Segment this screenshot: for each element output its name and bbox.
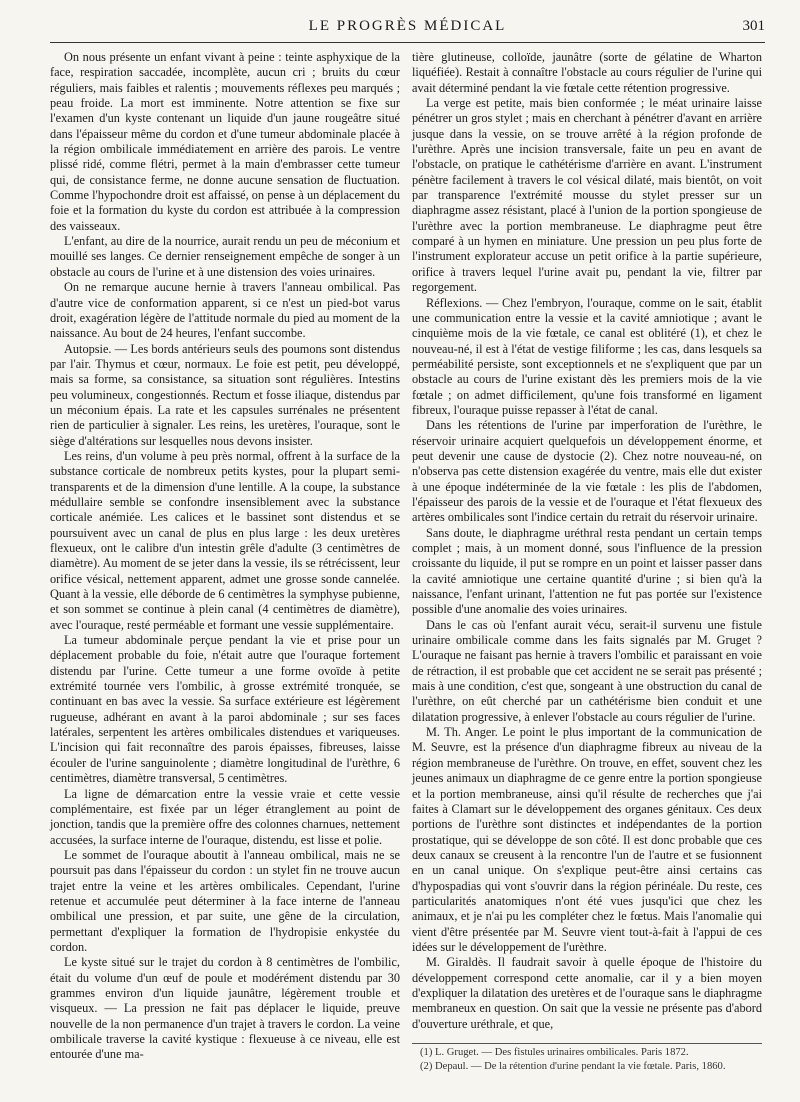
paragraph: Le sommet de l'ouraque aboutit à l'anneau ombilical, mais ne se poursuit pas dans l'épaisseur du cordon : un stylet fin ne trouve aucun trajet entre la veine et les artères ombilicales. Cependant, l'urine retenue et accumulée peut déterminer à la face interne de l'anneau ombilical une pression, et par suite, une gêne de la circulation, permettant d'expliquer la formation de l'hydropisie enkystée du cordon. xyxy=(50,847,400,954)
header-rule xyxy=(50,42,765,43)
footnote-rule xyxy=(412,1043,762,1044)
left-column xyxy=(50,50,400,1063)
paragraph: La tumeur abdominale perçue pendant la vie et prise pour un déplacement probable du foie, n'était autre que l'ouraque fortement distendu par l'urine. Cette tumeur a une forme ovoïde à petite extrémité tournée vers l'ombilic, à grosse extrémité tronquée, se continuant en bas avec la vessie. Sa surface extérieure est légèrement rugueuse, adhérant en avant à la paroi abdominale ; sur ses faces latérales, serpentent les artères ombilicales distendues et variqueuses. L'incision qui fait reconnaître des parois épaisses, fibreuses, laisse écouler de l'urine sanguinolente ; diamètre longitudinal de l'urèthre, 6 centimètres, diamètre transversal, 5 centimètres. xyxy=(50,633,400,786)
paragraph: On ne remarque aucune hernie à travers l'anneau ombilical. Pas d'autre vice de conformation apparent, si ce n'est un pied-bot varus droit, exagération légère de l'attitude normale du pied au moment de la naissance. Au bout de 24 heures, l'enfant succombe. xyxy=(50,280,400,341)
paragraph: tière glutineuse, colloïde, jaunâtre (sorte de gélatine de Wharton liquéfiée). Restait à connaître l'obstacle au cours régulier de l'urine qui avait déterminé pendant la vie fœtale cette rétention progressive. xyxy=(412,50,762,95)
paragraph: Dans le cas où l'enfant aurait vécu, serait-il survenu une fistule urinaire ombilicale comme dans les faits signalés par M. Gruget ? L'ouraque ne faisant pas hernie à travers l'ombilic et paraissant en voie de rétraction, il est probable que cet accident ne se serait pas présenté ; mais à une condition, c'est que, songeant à une obstruction du canal de l'urèthre, on eût cherché par un cathétérisme bien conduit et une dilatation progressive, à enlever l'obstacle au cours régulier de l'urine. xyxy=(412,617,762,724)
paragraph: Sans doute, le diaphragme uréthral resta pendant un certain temps complet ; mais, à un moment donné, sous l'influence de la pression croissante du liquide, il put se rompre en un point et laisser passer dans la cavité amniotique une certaine quantité d'urine ; si bien qu'à la naissance, l'enfant urinant, l'attention ne fut pas portée sur l'existence possible d'une anomalie des voies urinaires. xyxy=(412,525,762,617)
right-column xyxy=(412,50,762,1032)
footnote: (1) L. Gruget. — Des fistules urinaires ombilicales. Paris 1872. xyxy=(420,1047,689,1058)
running-head xyxy=(50,18,765,38)
paragraph: On nous présente un enfant vivant à peine : teinte asphyxique de la face, respiration saccadée, incomplète, aucun cri ; bruits du cœur réguliers, mais faibles et ralentis ; mouvements réflexes peu marqués ; peau froide. La mort est imminente. Notre attention se fixe sur l'examen d'un kyste contenant un liquide d'un jaune rougeâtre situé dans l'épaisseur même du cordon et d'une tumeur abdominale placée à la région ombilicale immédiatement en arrière des parois. Le ventre plissé ridé, comme flétri, permet à la main d'embrasser cette tumeur qui, de consistance ferme, ne donne aucune sensation de fluctuation. Comme l'hypochondre droit est affaissé, on pense à un déplacement du foie et la formation du kyste du cordon est attribuée à la compression des vaisseaux. xyxy=(50,50,400,233)
journal-title: LE PROGRÈS MÉDICAL xyxy=(308,18,507,34)
paragraph: Dans les rétentions de l'urine par imperforation de l'urèthre, le réservoir urinaire acquiert quelquefois un développement énorme, et peut devenir une cause de dystocie (2). Chez notre nouveau-né, on n'observa pas cette distension exagérée du ventre, mais elle dut exister à une époque indéterminée de la vie fœtale : les plis de l'abdomen, l'épaisseur des parois de la vessie et de l'ouraque et l'état flexueux des artères ombilicales sont l'indice certain du retrait du réservoir urinaire. xyxy=(412,418,762,525)
paragraph: Réflexions. — Chez l'embryon, l'ouraque, comme on le sait, établit une communication entre la vessie et la cavité amniotique ; avant le cinquième mois de la vie fœtale, ce canal est oblitéré (1), et chez le nouveau-né, il est à l'état de vestige filiforme ; les cas, dans lesquels sa perméabilité persiste, sont exceptionnels et ne s'expliquent que par un obstacle au cours de l'urine existant dès les premiers mois de la vie fœtale ; on admet difficilement, qu'une fois transformé en ligament fibreux, l'ouraque puisse repasser à l'état de canal. xyxy=(412,295,762,417)
footnotes xyxy=(412,1043,762,1074)
paragraph: L'enfant, au dire de la nourrice, aurait rendu un peu de méconium et mouillé ses langes. Ce dernier renseignement empêche de songer à un obstacle au cours de l'urine et à une distension des voies urinaires. xyxy=(50,234,400,279)
paragraph: Le kyste situé sur le trajet du cordon à 8 centimètres de l'ombilic, était du volume d'un œuf de poule et modérément distendu par 30 grammes environ d'un liquide jaunâtre, légèrement trouble et visqueux. — La pression ne fait pas déplacer le liquide, preuve nouvelle de la non permanence d'un trajet à travers le cordon. La veine ombilicale traverse la cavité kystique : flexueuse à ce niveau, elle est entourée d'une ma- xyxy=(50,955,400,1062)
paragraph: La verge est petite, mais bien conformée ; le méat urinaire laisse pénétrer un gros stylet ; mais en cherchant à pénétrer d'avant en arrière jusque dans la vessie, on se trouve arrêté à la région profonde de l'urèthre. Après une incision transversale, faite un peu en avant de l'obstacle, on pratique le cathétérisme d'arrière en avant. L'instrument pénètre facilement à travers le col vésical dilaté, mais bientôt, on voit par transparence l'extrémité mousse du stylet presser sur un diaphragme assez résistant, placé à l'union de la portion spongieuse de l'urèthre avec la portion membraneuse. Le diaphragme peut être comparé à un hymen en miniature. Une pression un peu plus forte de l'instrument explorateur accuse un petit orifice à la partie supérieure, orifice à travers lequel l'urine avait pu, pendant la vie, filtrer par regorgement. xyxy=(412,96,762,295)
page-number: 301 xyxy=(742,18,765,34)
footnote: (2) Depaul. — De la rétention d'urine pendant la vie fœtale. Paris, 1860. xyxy=(420,1061,726,1072)
paragraph: Autopsie. — Les bords antérieurs seuls des poumons sont distendus par l'air. Thymus et cœur, normaux. Le foie est petit, peu développé, mais sa forme, sa consistance, sa situation sont régulières. Intestins peu volumineux, congestionnés. Rectum et fosse iliaque, distendus par un méconium épais. La rate et les capsules surrénales ne présentent rien de particulier à signaler. Les reins, les uretères, l'ouraque, sont le siège d'altérations sur lesquelles nous devons insister. xyxy=(50,341,400,448)
paragraph: Les reins, d'un volume à peu près normal, offrent à la surface de la substance corticale de nombreux petits kystes, pour la plupart semi-transparents et de la dimension d'une lentille. A la coupe, la substance médullaire semble se confondre insensiblement avec la substance corticale anémiée. Les calices et le bassinet sont distendus et se poursuivent avec un canal de plus en plus large : les deux uretères flexueux, ont le calibre d'un intestin grêle d'adulte (3 centimètres de diamètre). Au moment de se jeter dans la vessie, ils se rétrécissent, leur orifice vésical, nettement apparent, admet une grosse sonde cannelée. Quant à la vessie, elle déborde de 6 centimètres la symphyse pubienne, et son sommet se continue à plein canal (4 centimètres de diamètre), avec l'ouraque, resté perméable et formant une vessie supplémentaire. xyxy=(50,448,401,632)
paragraph: M. Giraldès. Il faudrait savoir à quelle époque de l'histoire du développement correspond cette anomalie, car il y a bien moyen d'expliquer la dilatation des uretères et de l'ouraque sans le diaphragme membraneux en question. On sait que la vessie ne présente pas d'abord d'ouverture uréthrale, et que, xyxy=(412,955,762,1031)
paragraph: M. Th. Anger. Le point le plus important de la communication de M. Seuvre, est la présence d'un diaphragme fibreux au niveau de la région membraneuse de l'urèthre. On trouve, en effet, souvent chez les jeunes animaux un diaphragme de ce genre entre la portion spongieuse et la portion membraneuse, ainsi qu'il résulte de recherches que j'ai faites à Clamart sur le développement des organes génitaux. Ces deux portions de l'urèthre sont distinctes et indépendantes de la portion prostatique, qui se développe de son côté. Il est donc probable que ces deux canaux se creusent à la rencontre l'un de l'autre et se fusionnent en un canal unique. On s'explique peut-être ainsi certains cas d'hypospadias qui vont s'ouvrir dans la région périnéale. Du reste, ces particularités anatomiques n'ont été vues jusqu'ici que chez les animaux, et je n'ai pu les compléter chez le fœtus. Mais l'anomalie qui vient d'être présentée par M. Seuvre vient tout-à-fait à l'appui de ces idées sur le développement de l'urèthre. xyxy=(412,725,762,954)
paragraph: La ligne de démarcation entre la vessie vraie et cette vessie complémentaire, est fixée par un léger étranglement au point de jonction, tandis que la première offre des colonnes charnues, nettement accusées, la surface interne de l'ouraque, distendu, est lisse et polie. xyxy=(50,786,400,847)
